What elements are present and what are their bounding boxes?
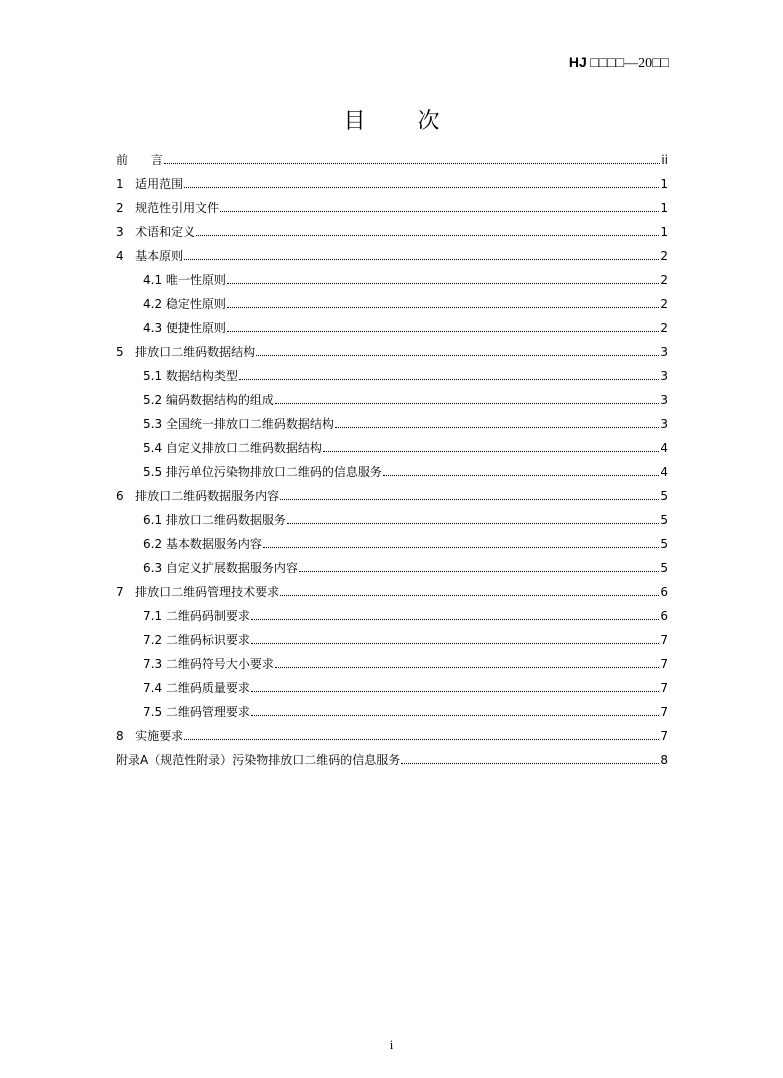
toc-entry-number: 7.4 [143, 681, 163, 695]
toc-entry-page: 1 [660, 201, 668, 215]
toc-entry-number: 4.1 [143, 273, 163, 287]
toc-entry-label: 唯一性原则 [165, 273, 226, 287]
toc-entry-label: 排污单位污染物排放口二维码的信息服务 [165, 465, 382, 479]
toc-leader-dots [227, 283, 659, 284]
toc-entry-label: 自定义排放口二维码数据结构 [165, 441, 322, 455]
toc-entry-page: 5 [660, 561, 668, 575]
toc-entry-number: 1 [116, 177, 124, 191]
toc-leader-dots [239, 379, 659, 380]
toc-entry-label: 便捷性原则 [165, 321, 226, 335]
toc-leader-dots [383, 475, 659, 476]
toc-leader-dots [184, 259, 659, 260]
toc-entry-label: 稳定性原则 [165, 297, 226, 311]
toc-entry-number: 7.3 [143, 657, 163, 671]
toc-entry-page: 7 [660, 729, 668, 743]
toc-entry-number: 3 [116, 225, 124, 239]
toc-leader-dots [256, 355, 659, 356]
standard-prefix: HJ [568, 54, 587, 70]
toc-entry-page: 3 [660, 369, 668, 383]
toc-leader-dots [299, 571, 659, 572]
toc-entry-gap [124, 225, 135, 239]
toc-entry[interactable] [116, 239, 668, 263]
toc-entry-number: 5.2 [143, 393, 163, 407]
toc-entry-number: 5.1 [143, 369, 163, 383]
toc-entry-label: 全国统一排放口二维码数据结构 [165, 417, 334, 431]
toc-entry-gap [128, 153, 151, 167]
toc-entry[interactable] [116, 215, 668, 239]
toc-entry-page: 2 [660, 249, 668, 263]
toc-entry-number: 6.2 [143, 537, 163, 551]
toc-entry-page: 5 [660, 489, 668, 503]
toc-entry-gap [124, 489, 135, 503]
page-number: i [389, 1037, 394, 1052]
toc-entry[interactable] [116, 647, 668, 671]
toc-entry-label: 二维码管理要求 [165, 705, 250, 719]
toc-entry-page: 7 [660, 657, 668, 671]
toc-entry[interactable] [116, 455, 668, 479]
toc-entry-label: 适用范围 [135, 177, 184, 191]
toc-entry-label: 排放口二维码数据服务内容 [135, 489, 280, 503]
toc-entry-page: 5 [660, 537, 668, 551]
toc-leader-dots [280, 499, 659, 500]
toc-leader-dots [251, 619, 659, 620]
toc-entry-label: 基本原则 [135, 249, 184, 263]
toc-entry[interactable] [116, 695, 668, 719]
toc-entry-label: 规范性引用文件 [135, 201, 220, 215]
toc-entry-number: 4.3 [143, 321, 163, 335]
toc-entry[interactable] [116, 359, 668, 383]
toc-entry-page: 7 [660, 681, 668, 695]
standard-code: □□□□—20□□ [590, 56, 669, 71]
document-header [569, 54, 669, 72]
toc-leader-dots [335, 427, 659, 428]
toc-entry-label: 二维码质量要求 [165, 681, 250, 695]
toc-entry[interactable] [116, 527, 668, 551]
toc-entry-page: 2 [660, 273, 668, 287]
toc-entry-number: 5.5 [143, 465, 163, 479]
toc-entry-number: 7 [116, 585, 124, 599]
toc-entry-gap [124, 249, 135, 263]
toc-entry-number: 6.1 [143, 513, 163, 527]
toc-leader-dots [275, 403, 659, 404]
toc-leader-dots [251, 691, 659, 692]
toc-leader-dots [287, 523, 659, 524]
toc-entry[interactable] [116, 743, 668, 767]
toc-leader-dots [227, 331, 659, 332]
toc-entry-label: （规范性附录）污染物排放口二维码的信息服务 [148, 753, 401, 767]
toc-entry[interactable] [116, 599, 668, 623]
toc-entry-label: 基本数据服务内容 [165, 537, 262, 551]
toc-entry-number: 4 [116, 249, 124, 263]
toc-entry-page: 4 [660, 441, 668, 455]
toc-entry[interactable] [116, 671, 668, 695]
toc-entry-number: 7.2 [143, 633, 163, 647]
toc-leader-dots [251, 715, 659, 716]
page-title: 目次 [343, 109, 492, 134]
toc-entry[interactable] [116, 719, 668, 743]
toc-entry-label: 言 [150, 153, 163, 167]
toc-entry-label: 排放口二维码数据结构 [135, 345, 256, 359]
toc-leader-dots [263, 547, 659, 548]
toc-entry-label: 排放口二维码管理技术要求 [135, 585, 280, 599]
toc-entry-label: 二维码标识要求 [165, 633, 250, 647]
toc-entry-page: 6 [660, 609, 668, 623]
toc-entry[interactable] [116, 263, 668, 287]
toc-entry-label: 排放口二维码数据服务 [165, 513, 286, 527]
toc-entry-gap [124, 177, 135, 191]
toc-entry-page: 7 [660, 705, 668, 719]
toc-leader-dots [280, 595, 659, 596]
toc-entry-number: 4.2 [143, 297, 163, 311]
toc-entry-page: ii [661, 153, 668, 167]
toc-entry[interactable] [116, 311, 668, 335]
toc-entry[interactable] [116, 503, 668, 527]
toc-entry[interactable] [116, 167, 668, 191]
toc-entry-number: 7.5 [143, 705, 163, 719]
toc-entry-number: 6.3 [143, 561, 163, 575]
toc-entry-number: 7.1 [143, 609, 163, 623]
toc-leader-dots [401, 763, 659, 764]
toc-entry[interactable] [116, 551, 668, 575]
toc-entry-number: 5 [116, 345, 124, 359]
toc-entry-label: 二维码码制要求 [165, 609, 250, 623]
toc-entry-label: 实施要求 [135, 729, 184, 743]
toc-entry-number: 8 [116, 729, 124, 743]
toc-leader-dots [251, 643, 659, 644]
toc-entry-gap [124, 345, 135, 359]
toc-entry-page: 8 [660, 753, 668, 767]
toc-entry-page: 7 [660, 633, 668, 647]
toc-entry[interactable] [116, 287, 668, 311]
toc-leader-dots [196, 235, 659, 236]
toc-leader-dots [184, 739, 659, 740]
toc-entry-page: 6 [660, 585, 668, 599]
toc-leader-dots [275, 667, 659, 668]
toc-leader-dots [220, 211, 659, 212]
toc-entry-page: 3 [660, 393, 668, 407]
toc-entry[interactable] [116, 407, 668, 431]
toc-entry-page: 2 [660, 297, 668, 311]
toc-entry-label: 二维码符号大小要求 [165, 657, 274, 671]
toc-entry[interactable] [116, 383, 668, 407]
toc-entry-label: 术语和定义 [135, 225, 196, 239]
toc-entry-page: 3 [660, 417, 668, 431]
toc-entry-page: 1 [660, 177, 668, 191]
toc-entry-number: 2 [116, 201, 124, 215]
toc-entry-number: 前 [116, 153, 129, 167]
table-of-contents [116, 143, 668, 767]
toc-entry-page: 3 [660, 345, 668, 359]
toc-entry-number: 附录A [116, 753, 149, 767]
toc-entry-label: 编码数据结构的组成 [165, 393, 274, 407]
toc-entry-number: 6 [116, 489, 124, 503]
toc-entry-gap [124, 585, 135, 599]
toc-leader-dots [164, 163, 660, 164]
toc-entry-number: 5.3 [143, 417, 163, 431]
toc-entry-page: 2 [660, 321, 668, 335]
toc-entry-gap [124, 729, 135, 743]
toc-entry-page: 1 [660, 225, 668, 239]
toc-entry-page: 5 [660, 513, 668, 527]
toc-leader-dots [227, 307, 659, 308]
toc-entry[interactable] [116, 623, 668, 647]
toc-entry-gap [124, 201, 135, 215]
toc-entry-label: 数据结构类型 [165, 369, 238, 383]
toc-entry-label: 自定义扩展数据服务内容 [165, 561, 298, 575]
toc-entry[interactable] [116, 575, 668, 599]
toc-leader-dots [184, 187, 659, 188]
toc-entry[interactable] [116, 143, 668, 167]
toc-entry[interactable] [116, 191, 668, 215]
toc-entry-number: 5.4 [143, 441, 163, 455]
toc-entry[interactable] [116, 479, 668, 503]
toc-leader-dots [323, 451, 659, 452]
toc-entry-page: 4 [660, 465, 668, 479]
toc-entry[interactable] [116, 431, 668, 455]
toc-entry[interactable] [116, 335, 668, 359]
